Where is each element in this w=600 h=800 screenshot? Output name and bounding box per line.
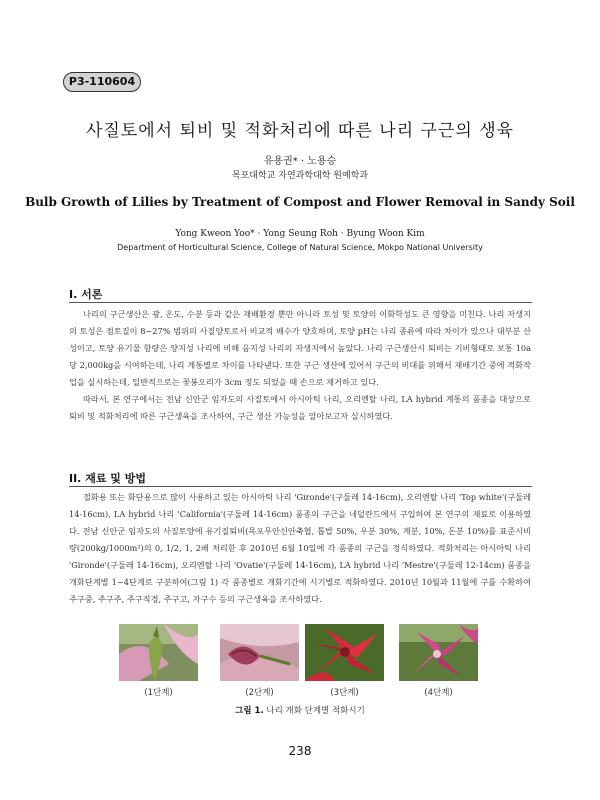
authors-english: Yong Kweon Yoo* · Yong Seung Roh · Byung Woon Kim (175, 229, 425, 239)
stage-3-photo (305, 624, 384, 681)
paragraph: 나리의 구근생산은 광, 온도, 수분 등과 같은 재배환경 뿐만 아니라 토성 및 토양의 이화학성도 큰 영향을 미친다. 나리 자생지의 토성은 점토질이 8~27% 범위의 사질양토로서 비교적 배수가 양호하며, 토양 pH는 나리 종류에 따라 차이가 있으나 대부분 산성이고, 토양 유기물 함량은 양지성 나리에 비해 음지성 나리의 자생지에서 높았다. 나리 구근생산시 퇴비는 기비형태로 보통 10a당 2,000kg을 시여하는데, 나리 계통별로 차이를 나타낸다. 또한 구근 생산에 있어서 구근의 비대를 위해서 재배기간 중에 적화작업을 실시하는데, 일반적으로는 꽃봉오리가 3cm 정도 되었을 때 손으로 제거하고 있다. (69, 309, 531, 387)
stage-2-label: (2단계) (245, 688, 274, 698)
figure-caption-label: 그림 1. (235, 706, 264, 716)
affiliation-english: Department of Horticultural Science, College of Natural Science, Mokpo National University (117, 243, 483, 252)
stage-1-photo (119, 624, 198, 681)
section-body-introduction (69, 306, 531, 425)
session-badge: P3-110604 (63, 72, 141, 92)
stage-4-label: (4단계) (424, 688, 453, 698)
stage-4-photo (399, 624, 478, 681)
title-korean: 사질토에서 퇴비 및 적화처리에 따른 나리 구근의 생육 (85, 121, 515, 141)
stage-3-label: (3단계) (330, 688, 359, 698)
authors-korean: 유용권* · 노용승 (263, 156, 337, 167)
section-heading-methods: II. 재료 및 방법 (69, 472, 146, 485)
paragraph: 절화용 또는 화단용으로 많이 사용하고 있는 아시아틱 나리 'Gironde'(구둘레 14-16cm), 오리엔탈 나리 'Top white'(구둘레 14-16cm), LA hybrid 나리 'California'(구둘레 14-16cm) 품종의 구근을 네덜란드에서 구입하여 본 연구의 재료로 이용하였다. 전남 신안군 임자도의 사질토양에 유기질퇴비(목포무안신안축협, 톱밥 50%, 우분 30%, 계분, 10%, 돈분 10%)를 표준시비량(200kg/1000m²)의 0, 1/2, 1, 2배 처리한 후 2010년 6월 10일에 각 품종의 구근을 정식하였다. 적화처리는 아시아틱 나리 'Gironde'(구둘레 14-16cm), 오리엔탈 나리 'Ovatie'(구둘레 14-16cm), LA hybrid 나리 'Mestre'(구둘레 12-14cm) 품종을 개화단계별 1~4단계로 구분하여(그림 1) 각 품종별로 개화기간에 시기별로 적화하였다. 2010년 10월과 11월에 구를 수확하여 주구중, 주구주, 주구직경, 주구고, 자구수 등의 구근생육을 조사하였다. (69, 492, 531, 604)
figure-caption (0, 704, 600, 716)
section-rule (69, 486, 532, 487)
page-number: 238 (288, 744, 312, 758)
paragraph: 따라서, 본 연구에서는 전남 신안군 임자도의 사질토에서 아시아틱 나리, 오리엔탈 나리, LA hybrid 계통의 품종을 대상으로 퇴비 및 적화처리에 따른 구근생육을 조사하여, 구근 생산 가능성을 알아보고자 실시하였다. (69, 394, 531, 421)
section-body-methods (69, 489, 531, 608)
figure-caption-text: 나리 개화 단계별 적화시기 (266, 706, 365, 716)
section-heading-introduction: I. 서론 (69, 288, 103, 301)
affiliation-korean: 목포대학교 자연과학대학 원예학과 (231, 171, 369, 181)
section-rule (69, 302, 532, 303)
stage-1-label: (1단계) (144, 688, 173, 698)
title-english: Bulb Growth of Lilies by Treatment of Compost and Flower Removal in Sandy Soil (25, 195, 575, 209)
stage-2-photo (220, 624, 299, 681)
